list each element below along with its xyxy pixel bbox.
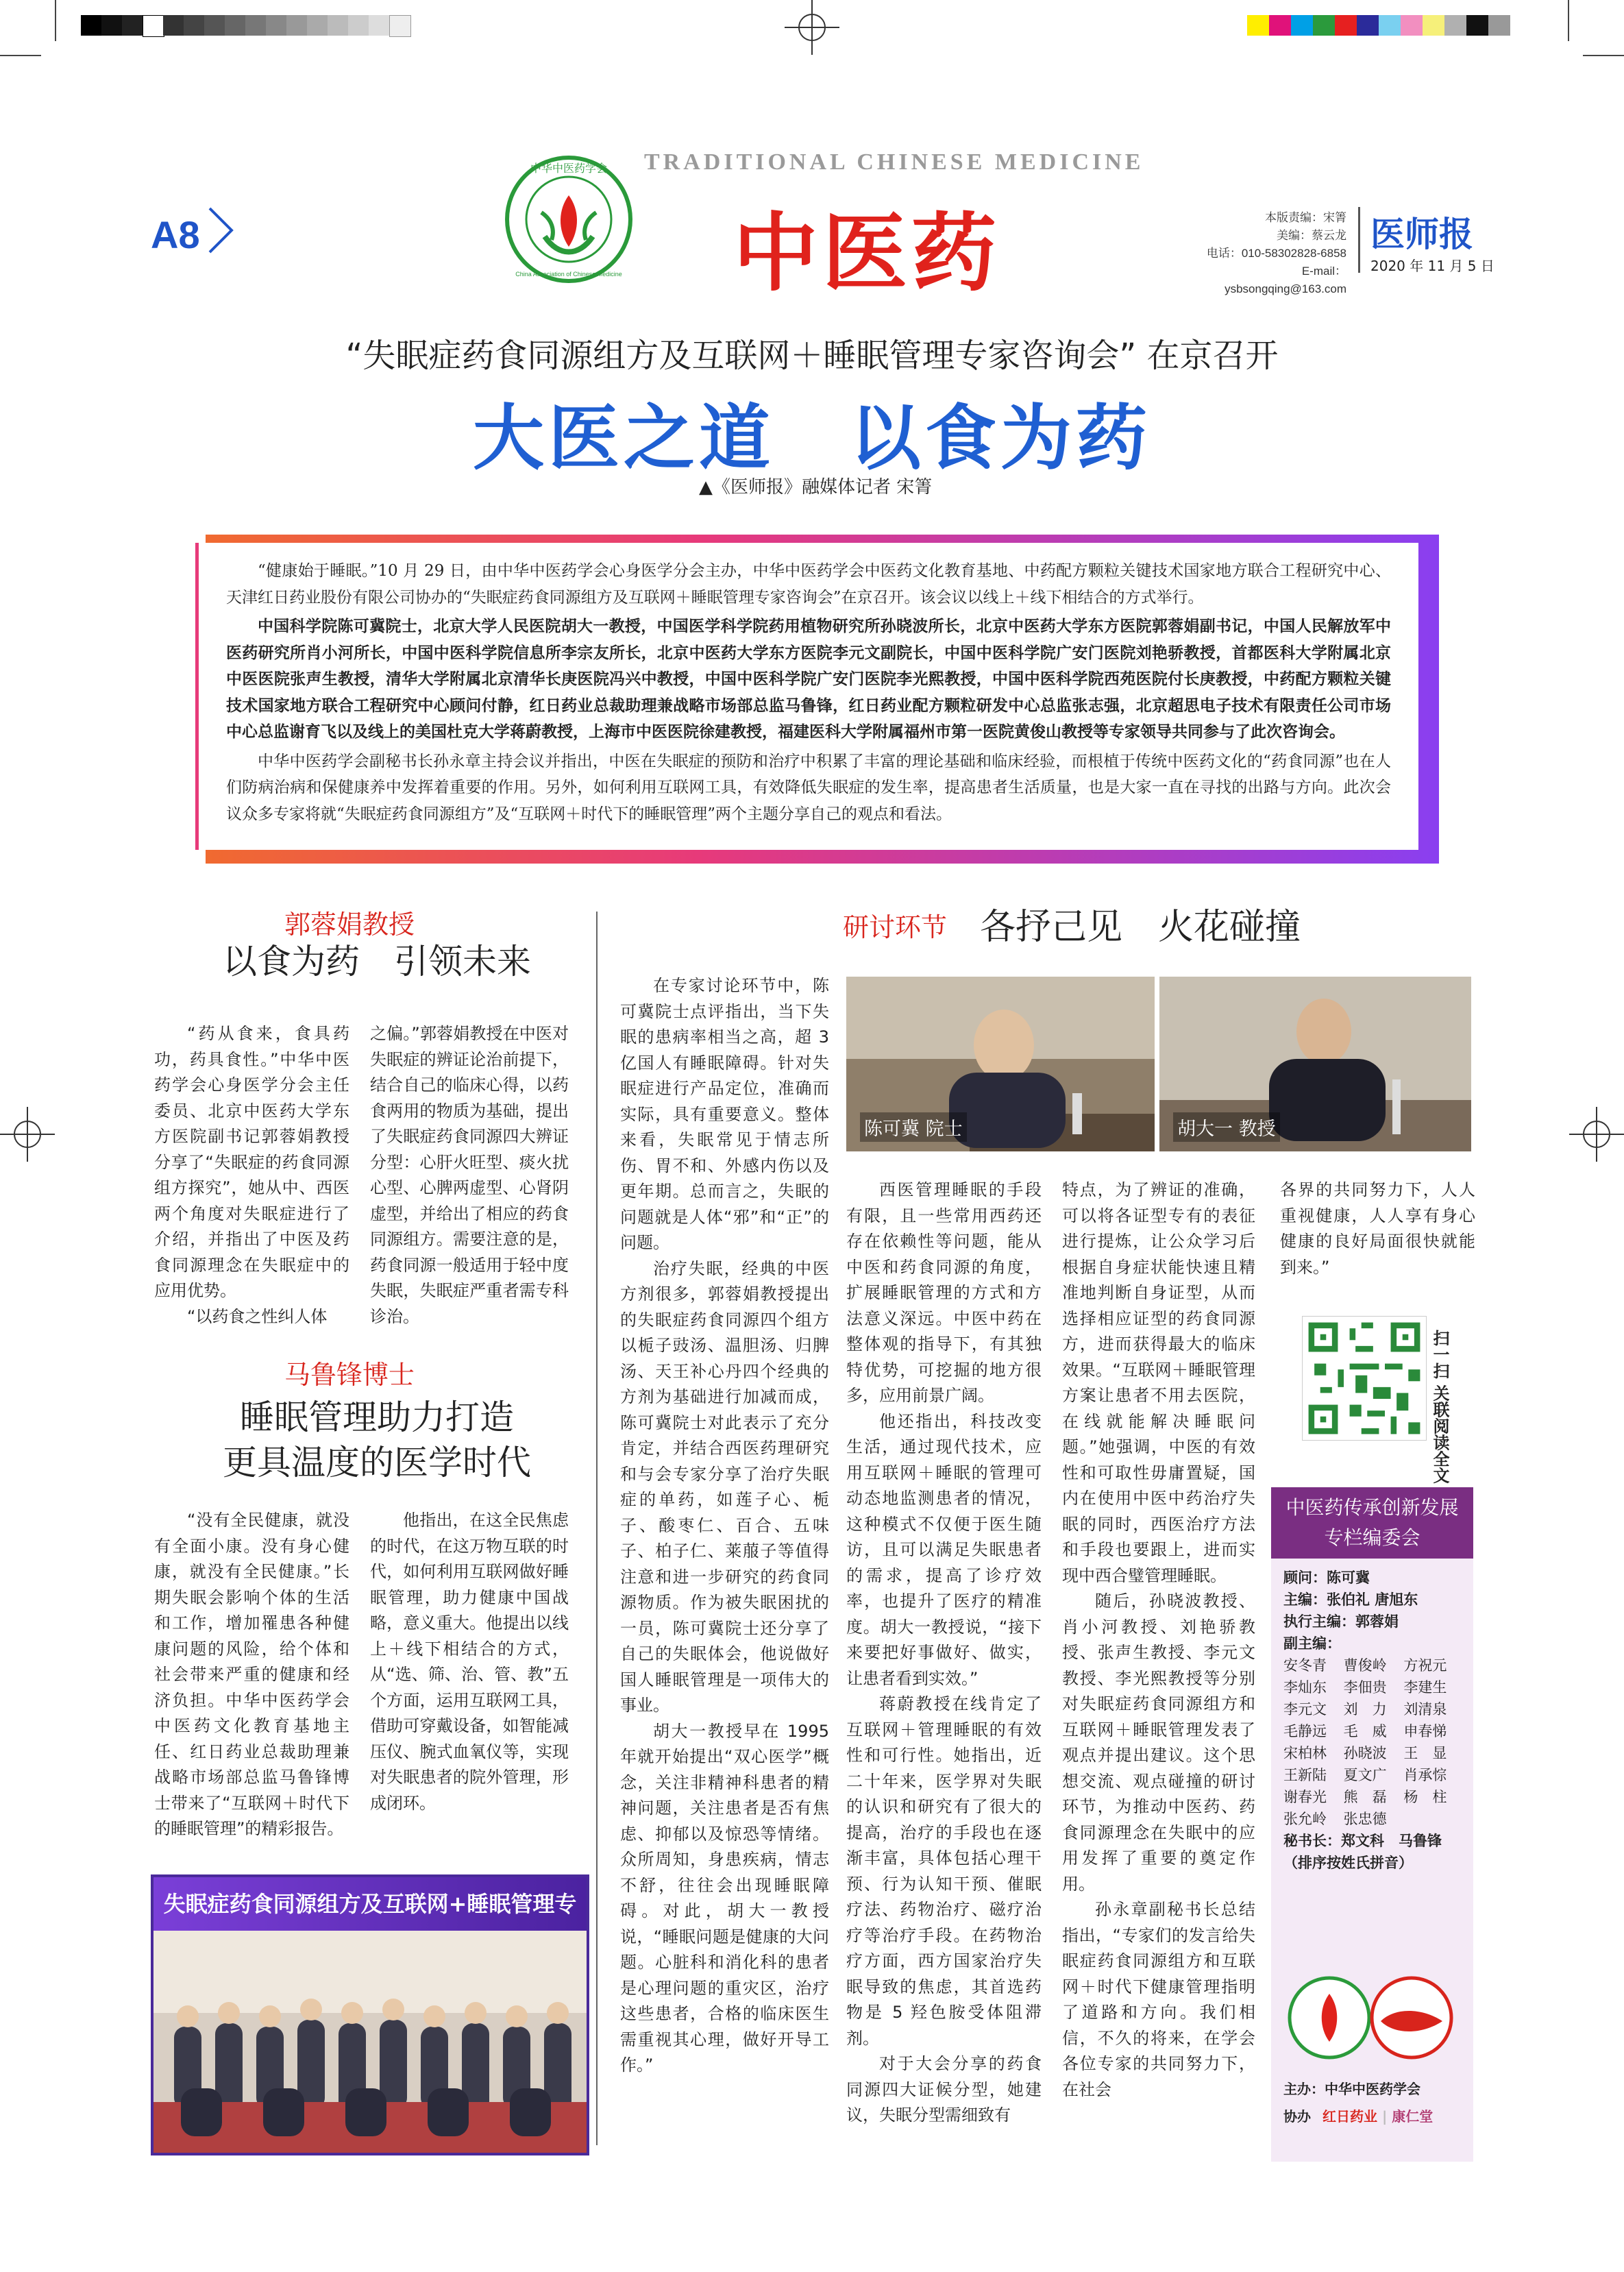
emblem-en: China Association of Chinese Medicine — [515, 271, 622, 278]
board-member: 熊 磊 — [1343, 1789, 1387, 1805]
guo-column-1 — [154, 1021, 349, 1330]
discussion-paragraph: 孙永章副秘书长总结指出，“专家们的发言给失眠症药食同源组方和互联网＋时代下健康管理指明了道路和方向。我们相信，不久的将来，在学会各位专家的共同努力下，在社会 — [1062, 1900, 1255, 2099]
chinese-section-title: 中医药 — [733, 204, 1001, 303]
contact-phone: 电话：010-58302828-6858 — [1206, 247, 1346, 260]
emblem-text: 中华中医药学会 — [530, 162, 608, 175]
board-names — [1283, 1654, 1461, 1830]
ma-paragraph: “没有全民健康，就没有全面小康。没有身心健康，就没有全民健康。”长期失眠会影响个体的生活和工作，增加罹患各种健康问题的风险，给个体和社会带来严重的健康和经济负担。中华中医药学会中医药文化教育基地主任、红日药业总裁助理兼战略市场部总监马鲁锋博士带来了“互联网＋时代下的睡眠管理”的精彩报告。 — [154, 1511, 349, 1838]
crop-mark-top — [785, 0, 839, 55]
ma-headline-line: 睡眠管理助力打造 — [240, 1397, 514, 1437]
guo-paragraph: “药从食来，食具药功，药具食性。”中华中医药学会心身医学分会主任委员、北京中医药大学东方医院副书记郭蓉娟教授分享了“失眠症的药食同源组方探究”，她从中、西医两个角度对失眠症进行了介绍，并指出了中医及药食同源理念在失眠症中的应用优势。 — [154, 1024, 349, 1300]
crop-line — [1583, 55, 1624, 56]
discussion-paragraph: 西医管理睡眠的手段有限，且一些常用西药还存在依赖性等问题，能从中医和药食同源的角度，扩展睡眠管理的方式和方法意义深远。中医中药在整体观的指导下，有其独特优势，可挖掘的地方很多，应用前景广阔。 — [846, 1180, 1042, 1405]
qr-code[interactable] — [1302, 1316, 1427, 1441]
column-divider — [596, 912, 598, 2145]
ma-column-1 — [154, 1508, 349, 1842]
guo-section-headline: 以食为药 引领未来 — [223, 942, 531, 981]
board-secretary: 秘书长：郑文科 马鲁锋 — [1283, 1832, 1442, 1849]
board-member: 宋柏林 — [1283, 1745, 1327, 1761]
ma-headline-line: 更具温度的医学时代 — [223, 1443, 531, 1482]
sponsor-footer — [1271, 2073, 1473, 2162]
co-host-row: 协办 红日药业 | 康仁堂 — [1283, 2108, 1434, 2125]
crop-line — [0, 55, 41, 56]
ma-paragraph: 他指出，在这全民焦虑的时代，在这万物互联的时代，如何利用互联网做好睡眠管理，助力健康中国战略，意义重大。他提出以线上＋线下相结合的方式，从“选、筛、治、管、教”五个方面，运用互联网工具，借助可穿戴设备，如智能减压仪、腕式血氧仪等，实现对失眠患者的院外管理，形成闭环。 — [370, 1511, 569, 1813]
co-host-hongri: 红日药业 — [1322, 2108, 1377, 2125]
board-editor-in-chief: 主编：张伯礼 唐旭东 — [1283, 1591, 1418, 1608]
board-member: 李灿东 — [1283, 1679, 1327, 1696]
board-member: 李元文 — [1283, 1701, 1327, 1718]
sidebar-header — [1271, 1487, 1473, 1559]
board-member: 孙晓波 — [1343, 1745, 1387, 1761]
co-host-kangrentang: 康仁堂 — [1392, 2108, 1434, 2125]
discussion-paragraph: 蒋蔚教授在线肯定了互联网＋管理睡眠的有效性和可行性。她指出，近二十年来，医学界对失眠的认识和研究有了很大的提高，治疗的手段也在逐渐丰富，具体包括心理干预、行为认知干预、催眠疗法、药物治疗、磁疗治疗等治疗手段。在药物治疗方面，西方国家治疗失眠导致的焦虑，其首选药物是 5 羟色胺受体阻滞剂。 — [846, 1694, 1042, 2048]
ma-section-headline — [158, 1395, 596, 1485]
board-member — [1403, 1808, 1461, 1830]
discussion-column-c — [1062, 1177, 1255, 2103]
association-emblem — [504, 154, 634, 284]
discussion-column-a — [620, 973, 829, 2079]
board-member: 李佃贵 — [1343, 1679, 1387, 1696]
chevron-right-icon — [206, 206, 236, 255]
discussion-paragraph: 各界的共同努力下，人人重视健康，人人享有身心健康的良好局面很快就能到来。” — [1280, 1180, 1475, 1277]
discussion-paragraph: 他还指出，科技改变生活，通过现代技术，应用互联网＋睡眠的管理可动态地监测患者的情况，这种模式不仅便于医生随访，且可以满足失眠患者的需求，提高了诊疗效率，也提升了医疗的精准度。胡大一教授说，“接下来要把好事做好、做实，让患者看到实效。” — [846, 1411, 1042, 1688]
photo-caption: 陈可冀 院士 — [860, 1112, 967, 1142]
board-member: 毛 威 — [1343, 1723, 1387, 1739]
board-member: 李建生 — [1403, 1679, 1447, 1696]
discussion-paragraph: 胡大一教授早在 1995 年就开始提出“双心医学”概念，关注非精神科患者的精神问题，关注患者是否有焦虑、抑郁以及惊恐等情绪。众所周知，身患疾病，情志不舒，往往会出现睡眠障碍。对此，胡大一教授说，“睡眠问题是健康的大问题。心脏科和消化科的患者是心理问题的重灾区，治疗这些患者，合格的临床医生需重视其心理，做好开导工作。” — [620, 1721, 829, 2075]
ma-section-name: 马鲁锋博士 — [284, 1360, 415, 1390]
article-subtitle: “失眠症药食同源组方及互联网＋睡眠管理专家咨询会” 在京召开 — [345, 337, 1279, 375]
designer-name: 美编：蔡云龙 — [1277, 229, 1346, 242]
article-byline: ▲《医师报》融媒体记者 宋箐 — [699, 477, 933, 498]
board-member: 毛静远 — [1283, 1723, 1327, 1739]
discussion-headline: 各抒己见 火花碰撞 — [980, 907, 1301, 948]
photo-chen-keji — [846, 977, 1155, 1151]
crop-line — [55, 0, 56, 41]
discussion-label: 研讨环节 — [843, 912, 948, 942]
crop-mark-right — [1569, 1107, 1624, 1162]
qr-label: 扫一扫 关联阅读全文 — [1430, 1330, 1449, 1484]
board-member: 王新陆 — [1283, 1767, 1327, 1783]
guo-section-name: 郭蓉娟教授 — [284, 909, 415, 940]
board-member: 方祝元 — [1403, 1657, 1447, 1674]
editorial-board — [1271, 1559, 1473, 2073]
board-member: 申春悌 — [1403, 1723, 1447, 1739]
ma-column-2 — [370, 1508, 569, 1816]
sidebar-title: 专栏编委会 — [1324, 1526, 1420, 1549]
page-number: A8 — [151, 213, 200, 256]
sidebar-title: 中医药传承创新发展 — [1285, 1496, 1459, 1519]
host-org: 主办：中华中医药学会 — [1283, 2081, 1420, 2097]
board-member: 刘清泉 — [1403, 1701, 1447, 1718]
article-title: 大医之道 以食为药 — [472, 396, 1151, 480]
intro-paragraph: 中国科学院陈可冀院士，北京大学人民医院胡大一教授，中国医学科学院药用植物研究所孙晓波所长，北京中医药大学东方医院郭蓉娟副书记，中国人民解放军中医药研究所肖小河所长，中国中医科学院信息所李宗友所长，北京中医药大学东方医院李元文副院长，中国中医科学院广安门医院刘艳骄教授，首都医科大学附属北京中医医院张声生教授，清华大学附属北京清华长庚医院冯兴中教授，中国中医科学院广安门医院李光熙教授，中国中医科学院西苑医院付长庚教授，中药配方颗粒关键技术国家地方联合工程研究中心顾问付静，红日药业总裁助理兼战略市场部总监马鲁锋，红日药业配方颗粒研发中心总监张志强，北京超思电子技术有限责任公司市场中心总监谢育飞以及线上的美国杜克大学蒋蔚教授，上海市中医医院徐建教授，福建医科大学附属福州市第一医院黄俊山教授等专家领导共同参与了此次咨询会。 — [226, 618, 1391, 741]
discussion-paragraph: 对于大会分享的药食同源四大证候分型，她建议，失眠分型需细致有 — [846, 2054, 1042, 2125]
crop-line — [1568, 0, 1569, 41]
banner-title: 失眠症药食同源组方及互联网+睡眠管理专 — [153, 1877, 587, 1931]
guo-column-2 — [370, 1021, 569, 1330]
board-member: 王 显 — [1403, 1745, 1447, 1761]
board-member: 夏文广 — [1343, 1767, 1387, 1783]
intro-box — [195, 543, 1418, 850]
meeting-group-photo — [151, 1874, 589, 2155]
board-member: 谢春光 — [1283, 1789, 1327, 1805]
discussion-paragraph: 治疗失眠，经典的中医方剂很多，郭蓉娟教授提出的失眠症药食同源四个组方以栀子豉汤、温胆汤、归脾汤、天王补心丹四个经典的方剂为基础进行加减而成，陈可冀院士对此表示了充分肯定，并结合西医药理研究和与会专家分享了治疗失眠症的单药，如莲子心、栀子、酸枣仁、百合、五味子、柏子仁、莱菔子等值得注意和进一步研究的药食同源物质。作为被失眠困扰的一员，陈可冀院士还分享了自己的失眠体会，他说做好国人睡眠管理是一项伟大的事业。 — [620, 1258, 829, 1715]
board-exec-editor: 执行主编：郭蓉娟 — [1283, 1613, 1399, 1630]
board-member: 肖承悰 — [1403, 1767, 1447, 1783]
board-member: 张允岭 — [1283, 1811, 1327, 1827]
sponsor-logos — [1285, 1970, 1460, 2066]
board-deputy-label: 副主编： — [1283, 1635, 1341, 1652]
discussion-paragraph: 在专家讨论环节中，陈可冀院士点评指出，当下失眠的患病率相当之高，超 3 亿国人有睡眠障碍。针对失眠症进行产品定位，准确而实际，具有重要意义。整体来看，失眠常见于情志所伤、胃不和、外感内伤以及更年期。总而言之，失眠的问题就是人体“邪”和“正”的问题。 — [620, 976, 829, 1252]
board-adviser: 顾问：陈可冀 — [1283, 1569, 1370, 1586]
board-member: 安冬青 — [1283, 1657, 1327, 1674]
intro-paragraph: 中华中医药学会副秘书长孙永章主持会议并指出，中医在失眠症的预防和治疗中积累了丰富的理论基础和临床经验，而根植于传统中医药文化的“药食同源”也在人们防病治病和保健康养中发挥着重要的作用。另外，如何利用互联网工具，有效降低失眠症的发生率，提高患者生活质量，也是大家一直在寻找的出路与方向。此次会议众多专家将就“失眠症药食同源组方”及“互联网＋时代下的睡眠管理”两个主题分享自己的观点和看法。 — [226, 752, 1391, 823]
board-member: 杨 柱 — [1403, 1789, 1447, 1805]
english-section-title: TRADITIONAL CHINESE MEDICINE — [644, 149, 1144, 175]
crop-mark-left — [0, 1107, 55, 1162]
issue-date: 2020 年 11 月 5 日 — [1370, 258, 1494, 274]
discussion-column-b — [846, 1177, 1042, 2129]
editor-meta — [1206, 209, 1346, 298]
photo-hu-dayi — [1159, 977, 1471, 1151]
group-photo-image — [153, 1931, 587, 2153]
editor-name: 本版责编：宋箐 — [1265, 211, 1346, 224]
board-member: 刘 力 — [1343, 1701, 1387, 1718]
guo-paragraph: 之偏。”郭蓉娟教授在中医对失眠症的辨证论治前提下，结合自己的临床心得，以药食两用的物质为基础，提出了失眠症药食同源四大辨证分型：心肝火旺型、痰火扰心型、心脾两虚型、心肾阴虚型，并给出了相应的药食同源组方。需要注意的是，药食同源一般适用于轻中度失眠，失眠症严重者需专科诊治。 — [370, 1024, 569, 1326]
contact-email: E-mail：ysbsongqing@163.com — [1225, 265, 1346, 295]
intro-paragraph: “健康始于睡眠。”10 月 29 日，由中华中医药学会心身医学分会主办，中华中医药学会中医药文化教育基地、中药配方颗粒关键技术国家地方联合工程研究中心、天津红日药业股份有限公司协办的“失眠症药食同源组方及互联网＋睡眠管理专家咨询会”在京召开。该会议以线上＋线下相结合的方式举行。 — [226, 562, 1391, 607]
board-order-note: （排序按姓氏拼音） — [1283, 1854, 1413, 1871]
photo-caption: 胡大一 教授 — [1173, 1112, 1280, 1142]
discussion-column-d — [1280, 1177, 1475, 1280]
board-member: 曹俊岭 — [1343, 1657, 1387, 1674]
guo-paragraph: “以药食之性纠人体 — [187, 1306, 328, 1326]
co-host-label: 协办 — [1283, 2108, 1311, 2125]
discussion-paragraph: 特点，为了辨证的准确，可以将各证型专有的表征进行提炼，让公众学习后根据自身症状能快速且精准地判断自身证型，从而选择相应证型的药食同源方，进而获得最大的临床效果。“互联网＋睡眠管理方案让患者不用去医院，在线就能解决睡眠问题。”她强调，中医的有效性和可取性毋庸置疑，国内在使用中医中药治疗失眠的同时，西医治疗方法和手段也要跟上，进而实现中西合璧管理睡眠。 — [1062, 1180, 1255, 1585]
board-member: 张忠德 — [1343, 1811, 1387, 1827]
discussion-paragraph: 随后，孙晓波教授、肖小河教授、刘艳骄教授、张声生教授、李元文教授、李光熙教授等分别对失眠症药食同源组方和互联网＋睡眠管理发表了观点并提出建议。这个思想交流、观点碰撞的研讨环节，为推动中医药、药食同源理念在失眠中的应用发挥了重要的奠定作用。 — [1062, 1591, 1255, 1894]
newspaper-brand: 医师报 — [1370, 214, 1473, 254]
brand-divider — [1358, 207, 1360, 273]
